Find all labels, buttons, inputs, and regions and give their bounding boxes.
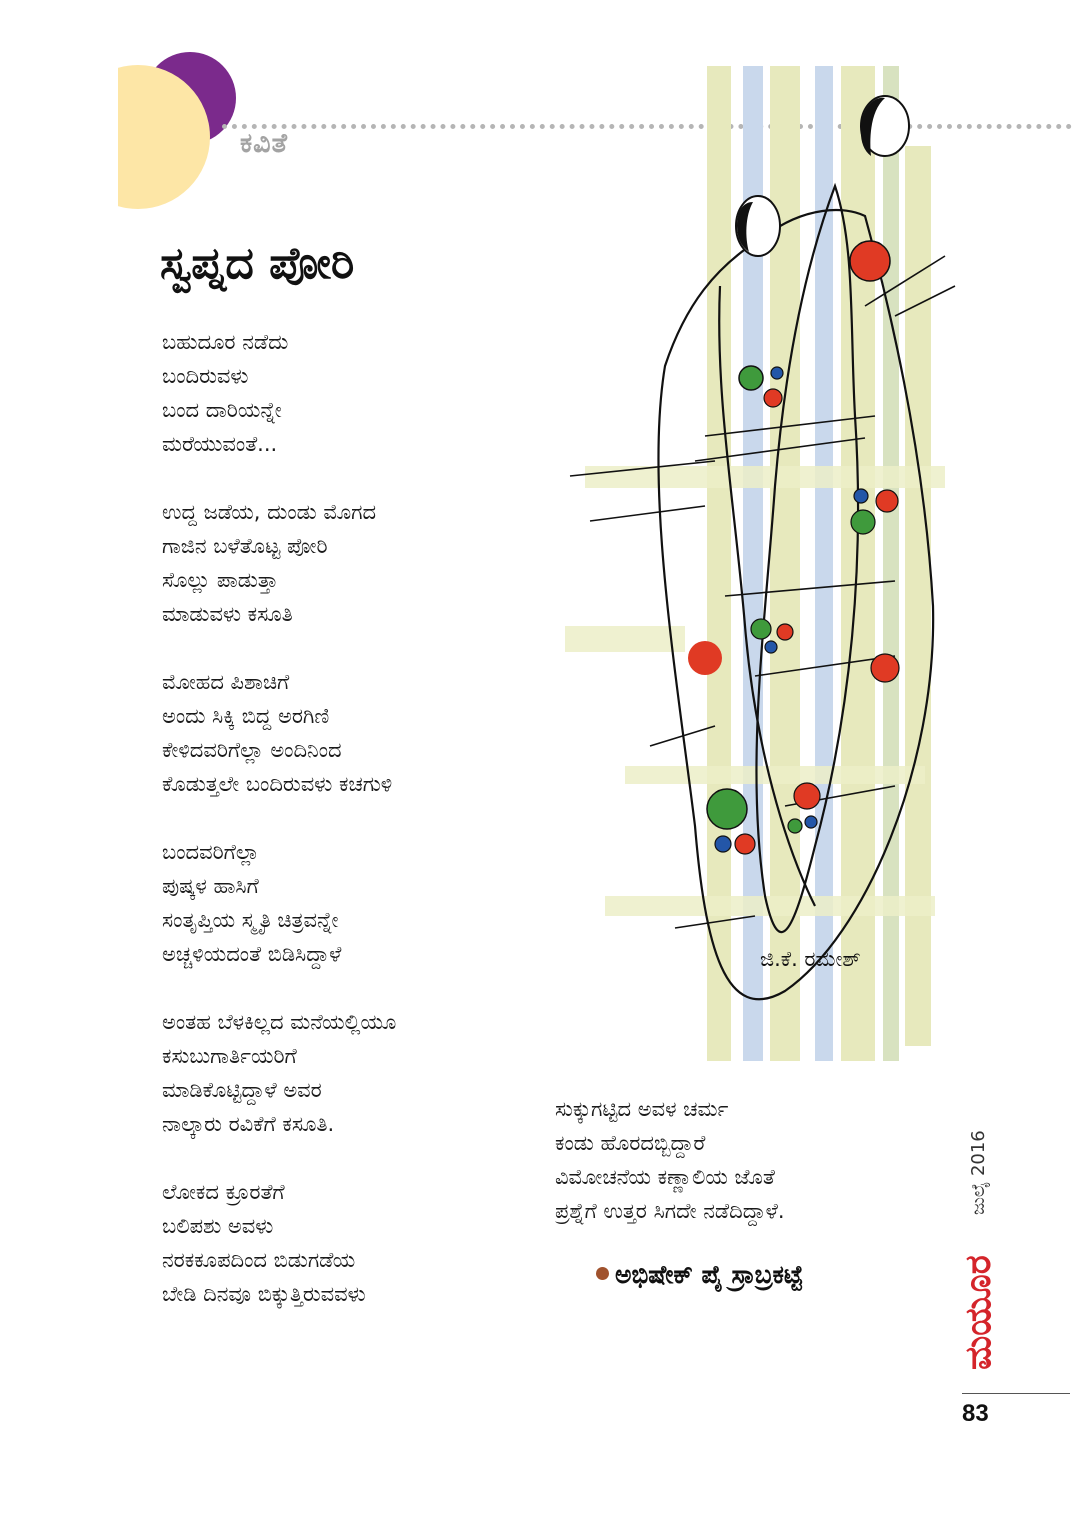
decorative-circles <box>0 0 260 220</box>
poem-line: ಸಂತೃಪ್ತಿಯ ಸ್ಮೃತಿ ಚಿತ್ರವನ್ನೇ <box>162 908 339 932</box>
poem-column-2 <box>555 1092 935 1262</box>
poem-line: ನರಕಕೂಪದಿಂದ ಬಿಡುಗಡೆಯ <box>162 1248 356 1272</box>
poem-line: ಕೇಳಿದವರಿಗೆಲ್ಲಾ ಅಂದಿನಿಂದ <box>162 738 342 762</box>
section-label: ಕವಿತೆ <box>240 128 288 159</box>
poem-line: ಅಚ್ಚಳಿಯದಂತೆ ಬಿಡಿಸಿದ್ದಾಳೆ <box>162 942 342 966</box>
poem-line: ನಾಲ್ಕಾರು ರವಿಕೆಗೆ ಕಸೂತಿ. <box>162 1112 335 1136</box>
bullet-icon <box>596 1267 609 1280</box>
poem-line: ಪುಷ್ಕಳ ಹಾಸಿಗೆ <box>162 874 259 898</box>
author-name: ಅಭಿಷೇಕ್ ಪೈ ಸ್ರಾಬ್ರಕಟ್ಟೆ <box>615 1260 804 1289</box>
poem-line: ಬಂದವರಿಗೆಲ್ಲಾ <box>162 840 260 864</box>
stanza <box>162 495 582 631</box>
poem-line: ವಿಮೋಚನೆಯ ಕಣ್ಣಾಲಿಯ ಜೊತೆ <box>555 1165 775 1189</box>
stanza <box>555 1092 935 1228</box>
poem-line: ಅಂತಹ ಬೆಳಕಿಲ್ಲದ ಮನೆಯಲ್ಲಿಯೂ <box>162 1010 397 1034</box>
poem-line: ಬಲಿಪಶು ಅವಳು <box>162 1214 274 1238</box>
stanza <box>162 835 582 971</box>
stanza <box>162 1005 582 1141</box>
poem-line: ಮರೆಯುವಂತೆ... <box>162 432 278 456</box>
poem-line: ಬಂದಿರುವಳು <box>162 364 249 388</box>
poem-line: ಕಸುಬುಗಾರ್ತಿಯರಿಗೆ <box>162 1044 297 1068</box>
poem-line: ಅಂದು ಸಿಕ್ಕಿ ಬಿದ್ದ ಅರಗಿಣಿ <box>162 704 330 728</box>
poem-line: ಬೇಡಿ ದಿನವೂ ಬಿಕ್ಕುತ್ತಿರುವವಳು <box>162 1282 366 1306</box>
poem-illustration <box>565 66 960 1061</box>
poem-line: ಕಂಡು ಹೊರದಬ್ಬಿದ್ದಾರೆ <box>555 1131 706 1155</box>
poem-column-1 <box>162 325 582 1345</box>
poem-line: ಉದ್ದ ಜಡೆಯ, ದುಂಡು ಮೊಗದ <box>162 500 377 524</box>
poem-line: ಬಹುದೂರ ನಡೆದು <box>162 330 289 354</box>
magazine-logo: ಮಯೂರ <box>958 1255 999 1370</box>
page-number: 83 <box>962 1400 989 1427</box>
stanza <box>162 665 582 801</box>
page-rule <box>962 1393 1070 1394</box>
poem-line: ಬಂದ ದಾರಿಯನ್ನೇ <box>162 398 282 422</box>
issue-month: ಜುಲೈ 2016 <box>968 1130 989 1215</box>
stanza <box>162 325 582 461</box>
author-byline <box>596 1260 803 1290</box>
poem-line: ಮಾಡುವಳು ಕಸೂತಿ <box>162 602 293 626</box>
poem-line: ಪ್ರಶ್ನೆಗೆ ಉತ್ತರ ಸಿಗದೇ ನಡೆದಿದ್ದಾಳೆ. <box>555 1199 785 1223</box>
artist-signature: ಜಿ.ಕೆ. ರಮೇಶ್ <box>760 947 861 971</box>
poem-line: ಗಾಜಿನ ಬಳೆತೊಟ್ಟ ಪೋರಿ <box>162 534 328 558</box>
stanza <box>162 1175 582 1311</box>
poem-title: ಸ್ವಪ್ನದ ಪೋರಿ <box>160 238 355 289</box>
poem-line: ಮಾಡಿಕೊಟ್ಟಿದ್ದಾಳೆ ಅವರ <box>162 1078 322 1102</box>
poem-line: ಸೊಲ್ಲು ಪಾಡುತ್ತಾ <box>162 568 279 592</box>
poem-line: ಲೋಕದ ಕ್ರೂರತೆಗೆ <box>162 1180 285 1204</box>
poem-line: ಮೋಹದ ಪಿಶಾಚಿಗೆ <box>162 670 290 694</box>
poem-line: ಕೊಡುತ್ತಲೇ ಬಂದಿರುವಳು ಕಚಗುಳಿ <box>162 772 393 796</box>
poem-line: ಸುಕ್ಕುಗಟ್ಟಿದ ಅವಳ ಚರ್ಮ <box>555 1097 729 1121</box>
